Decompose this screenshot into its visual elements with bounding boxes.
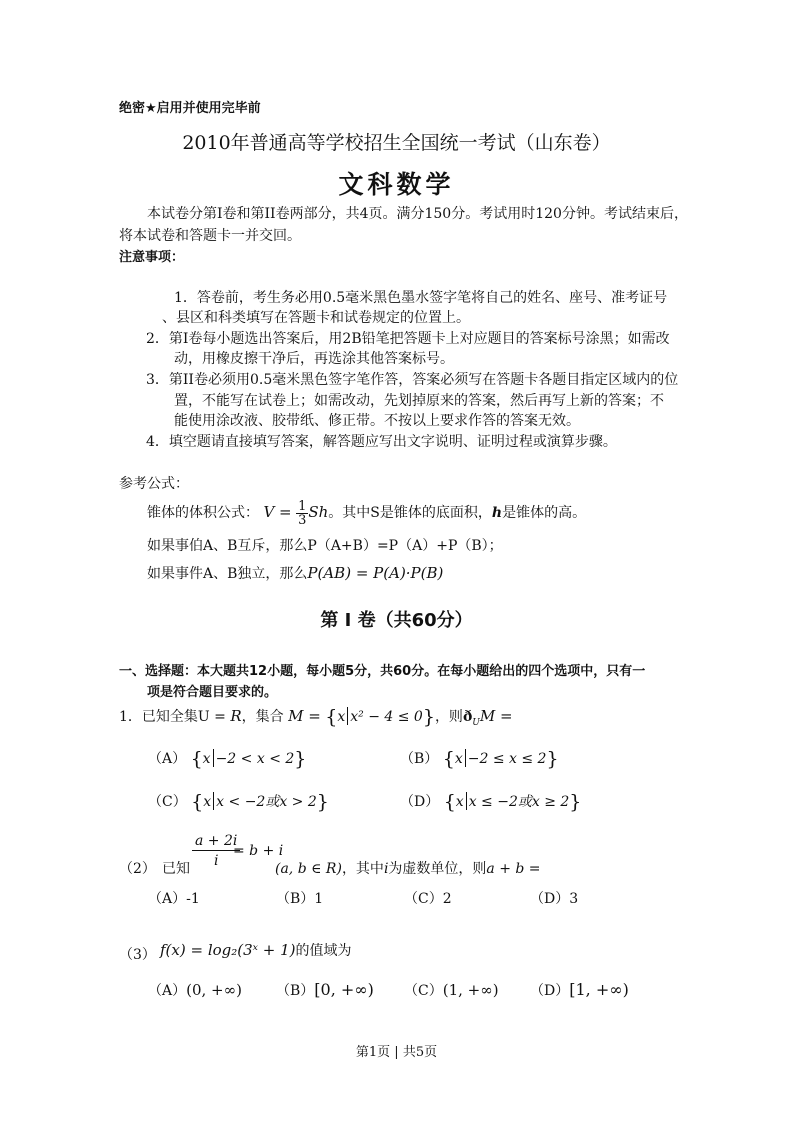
- q3-stem: [160, 940, 351, 960]
- q1-complement-symbol: ð: [462, 709, 473, 725]
- note-item-1-cont: 、县区和科类填写在答题卡和试卷规定的位置上。: [162, 310, 470, 326]
- cone-formula-prefix: 锥体的体积公式：: [147, 505, 259, 521]
- subject-title: 文科数学: [338, 170, 455, 199]
- q1-option-c: [148, 791, 329, 812]
- left-brace-icon: {: [325, 706, 338, 728]
- note-item-1: 1．答卷前，考生务必用0.5毫米黑色墨水签字笔将自己的姓名、座号、准考证号: [174, 290, 668, 306]
- q2-number: （2）: [119, 861, 156, 877]
- q3-option-d-value: [1, +∞): [569, 980, 629, 999]
- q3-option-a-value: (0, +∞): [186, 981, 242, 999]
- q2-option-d: （D）3: [530, 891, 579, 907]
- q3-tail: 的值域为: [295, 943, 352, 959]
- cone-formula-sh: Sh: [308, 503, 329, 521]
- divider-bar-icon: [465, 749, 466, 767]
- cone-formula-lhs: V =: [263, 503, 292, 521]
- cone-formula-suffix-2: 是锥体的高。: [502, 505, 587, 521]
- right-brace-icon: }: [569, 791, 582, 813]
- notes-heading: 注意事项：: [119, 250, 185, 265]
- note-item-2: 2．第I卷每小题选出答案后，用2B铅笔把答题卡上对应题目的答案标号涂黑；如需改: [146, 331, 670, 347]
- left-brace-icon: {: [190, 748, 203, 770]
- q1-complement-target: M =: [479, 707, 513, 725]
- right-brace-icon: }: [316, 791, 329, 813]
- independent-events-prefix: 如果事件A、B独立，那么: [147, 566, 308, 582]
- exclusive-events-formula: 如果事伯A、B互斥，那么P（A+B）=P（A）+P（B）；: [147, 538, 503, 554]
- q1-option-d-label: （D）: [400, 794, 440, 810]
- q1-option-c-label: （C）: [148, 794, 187, 810]
- note-item-2-cont: 动，用橡皮擦干净后，再选涂其他答案标号。: [174, 351, 454, 367]
- q2-text-1: ，其中: [341, 861, 384, 877]
- q1-option-a-var: x: [202, 751, 211, 767]
- divider-bar-icon: [213, 749, 214, 767]
- page-footer: 第1页 | 共5页: [355, 1045, 438, 1060]
- q2-option-b: （B）1: [276, 891, 324, 907]
- q1-option-d-cond: x ≤ −2或x ≥ 2: [468, 794, 570, 810]
- q1-option-b-cond: −2 ≤ x ≤ 2: [467, 751, 547, 767]
- q1-prefix: 1．已知全集U =: [119, 709, 226, 725]
- q1-universal-set: R: [230, 707, 242, 725]
- q1-option-d-var: x: [455, 794, 464, 810]
- note-item-3: 3．第II卷必须用0.5毫米黑色签字笔作答，答案必须写在答题卡各题目指定区域内的位: [146, 372, 679, 388]
- q1-option-a: [148, 748, 306, 769]
- q1-option-d: [400, 791, 581, 812]
- q1-option-b: [400, 748, 559, 769]
- q3-number: （3）: [119, 947, 156, 963]
- left-brace-icon: {: [443, 791, 456, 813]
- cone-fraction: [296, 500, 308, 527]
- divider-bar-icon: [466, 792, 467, 810]
- q3-option-d: [530, 980, 629, 1000]
- q1-set-var: x: [337, 709, 346, 725]
- q1-option-a-label: （A）: [148, 751, 187, 767]
- q1-mid: ，集合: [241, 709, 284, 725]
- q3-function: f(x) = log₂(3ˣ + 1): [160, 941, 296, 959]
- left-brace-icon: {: [442, 748, 455, 770]
- cone-formula-line: [147, 494, 586, 530]
- q2-condition: (a, b ∈ R): [275, 861, 342, 877]
- q3-option-b-label: （B）: [276, 983, 315, 999]
- q3-option-b: [276, 980, 374, 1000]
- q1-option-b-label: （B）: [400, 751, 439, 767]
- q2-fraction-denominator: i: [213, 853, 219, 869]
- q2-option-a: （A）-1: [148, 891, 200, 907]
- secret-label: 绝密★启用并使用完毕前: [119, 101, 261, 116]
- q1-option-b-var: x: [454, 751, 463, 767]
- q1-option-a-cond: −2 < x < 2: [215, 751, 295, 767]
- intro-line-2: 将本试卷和答题卡一并交回。: [119, 228, 301, 244]
- divider-bar-icon: [213, 792, 214, 810]
- q3-option-b-value: [0, +∞): [314, 980, 374, 999]
- independent-events-formula: P(AB) = P(A)·P(B): [307, 564, 444, 582]
- section-title: 第 Ⅰ 卷（共60分）: [320, 610, 473, 631]
- q2-imaginary-unit: i: [383, 861, 389, 877]
- right-brace-icon: }: [294, 748, 307, 770]
- cone-fraction-numerator: 1: [298, 498, 307, 514]
- q3-option-a: [148, 980, 242, 1000]
- q2-rhs: = b + i: [233, 843, 284, 859]
- q3-option-c-value: (1, +∞): [442, 981, 499, 999]
- q1-complement-subscript: U: [472, 717, 480, 728]
- q1-option-c-var: x: [203, 794, 212, 810]
- left-brace-icon: {: [191, 791, 204, 813]
- choice-instruction-2: 项是符合题目要求的。: [147, 685, 278, 700]
- q1-set-name: M =: [288, 707, 321, 725]
- q1-set-condition: x² − 4 ≤ 0: [350, 709, 423, 725]
- q2-condition-line: [275, 858, 541, 878]
- q3-option-c-label: （C）: [404, 983, 443, 999]
- right-brace-icon: }: [546, 748, 559, 770]
- cone-formula-h: h: [491, 505, 503, 521]
- q3-option-c: [404, 980, 499, 1000]
- question-1: [119, 706, 513, 728]
- cone-fraction-denominator: 3: [298, 512, 307, 528]
- q2-fraction-numerator: a + 2i: [192, 834, 240, 851]
- formulas-heading: 参考公式：: [119, 476, 189, 492]
- right-brace-icon: }: [422, 706, 435, 728]
- note-item-3-cont-1: 置，不能写在试卷上；如需改动，先划掉原来的答案，然后再写上新的答案；不: [174, 393, 664, 409]
- choice-instruction-1: 一、选择题：本大题共12小题，每小题5分，共60分。在每小题给出的四个选项中，只有一: [119, 664, 646, 679]
- q1-option-c-cond: x < −2或x > 2: [216, 794, 317, 810]
- intro-line-1: 本试卷分第I卷和第II卷两部分，共4页。满分150分。考试用时120分钟。考试结束后，: [147, 206, 688, 222]
- independent-events-line: [147, 563, 443, 583]
- q1-tail: ，则: [434, 709, 463, 725]
- q3-option-d-label: （D）: [530, 983, 570, 999]
- note-item-4: 4．填空题请直接填写答案，解答题应写出文字说明、证明过程或演算步骤。: [146, 434, 617, 450]
- note-item-3-cont-2: 能使用涂改液、胶带纸、修正带。不按以上要求作答的答案无效。: [174, 413, 580, 429]
- q2-text-2: 为虚数单位，则: [388, 861, 487, 877]
- cone-formula-suffix-1: 。其中S是锥体的底面积，: [328, 505, 492, 521]
- q2-option-c: （C）2: [404, 891, 452, 907]
- q2-known: 已知: [162, 861, 190, 877]
- exam-title: 2010年普通高等学校招生全国统一考试（山东卷）: [182, 132, 611, 154]
- divider-bar-icon: [347, 707, 348, 725]
- q2-sum: a + b =: [486, 861, 541, 877]
- q3-option-a-label: （A）: [148, 983, 187, 999]
